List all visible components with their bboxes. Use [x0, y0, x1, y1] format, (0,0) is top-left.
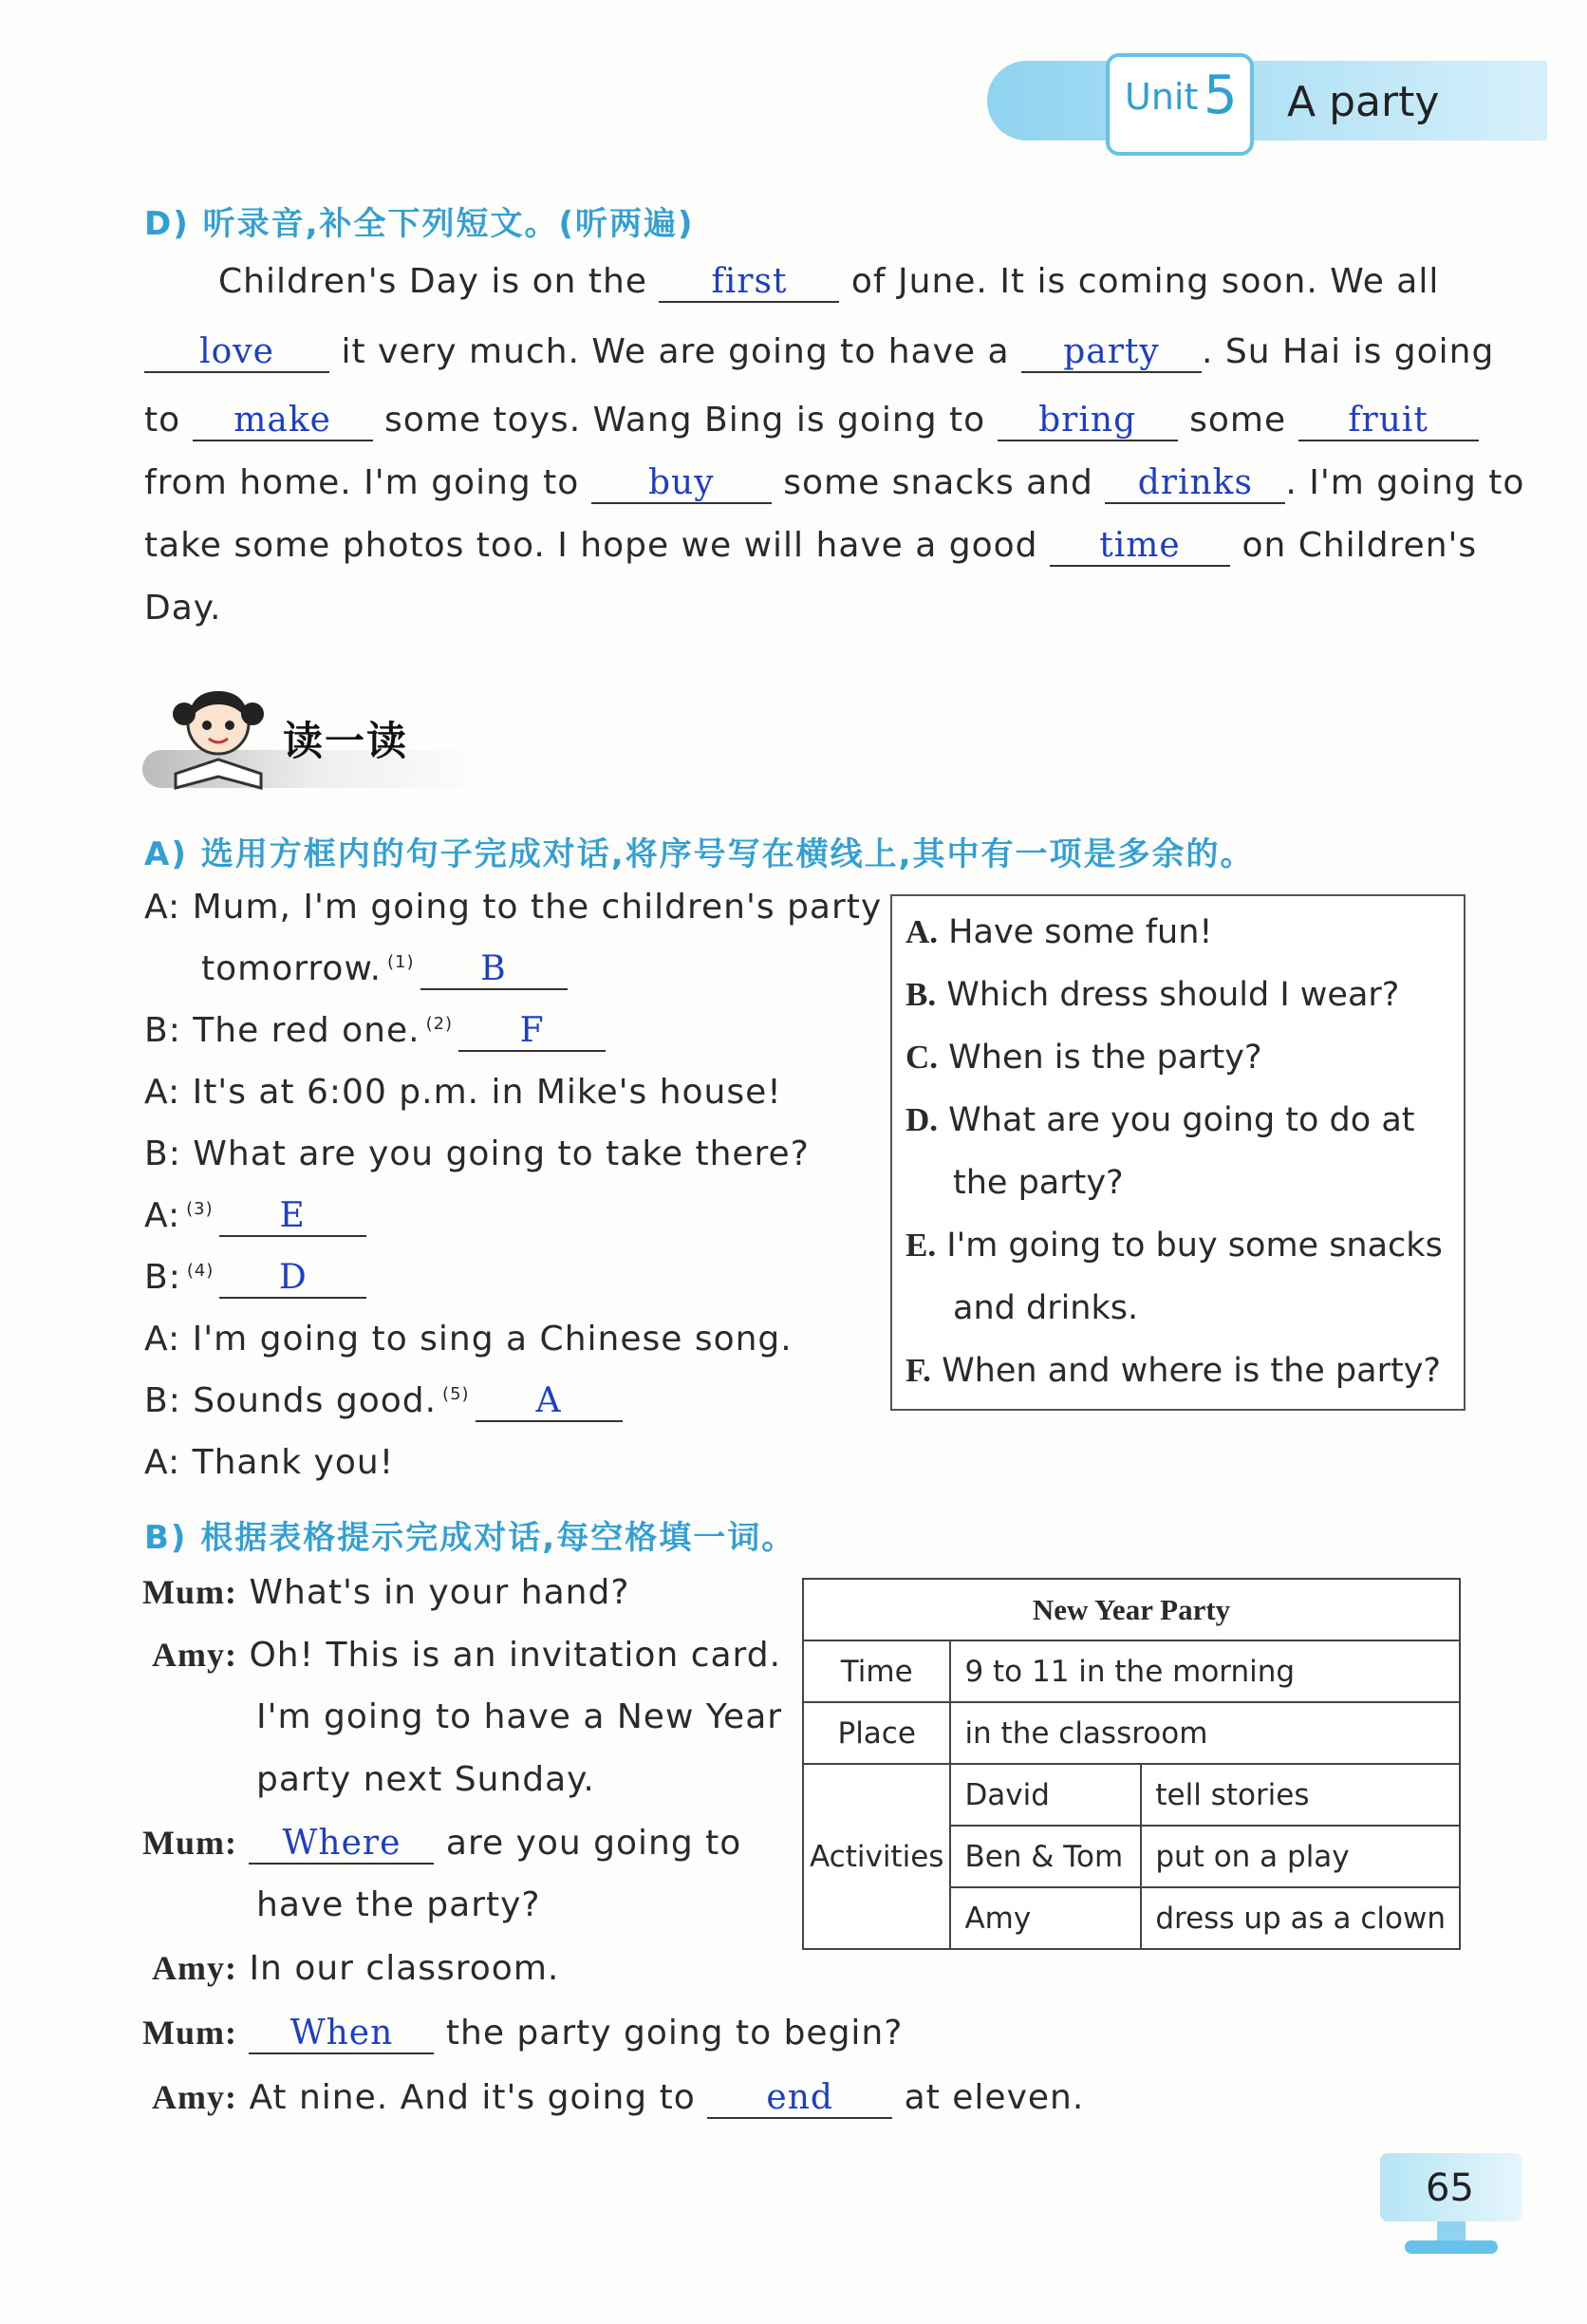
answer-blank[interactable]: F: [458, 1012, 606, 1052]
dialogue-b-line-2: Amy: Oh! This is an invitation card.: [152, 1636, 782, 1675]
option-d: D. What are you going to do at: [906, 1101, 1415, 1139]
dialogue-b-line-7: Amy: In our classroom.: [152, 1949, 560, 1988]
passage-line-3: to make some toys. Wang Bing is going to bring some fruit: [144, 401, 1479, 441]
option-b: B. Which dress should I wear?: [906, 976, 1400, 1014]
dialogue-a-line-9: B: Sounds good. $^{(5)}$ A: [144, 1381, 623, 1422]
section-b-heading: B) 根据表格提示完成对话,每空格填一词。: [144, 1519, 796, 1557]
table-row: [803, 1579, 1460, 1640]
dialogue-a-line-5: B: What are you going to take there?: [144, 1134, 810, 1173]
unit-header: [987, 53, 1547, 141]
answer-blank[interactable]: time: [1050, 527, 1230, 567]
table-row: [803, 1702, 1460, 1764]
table-cell: in the classroom: [950, 1702, 1460, 1764]
table-cell: Ben & Tom: [950, 1826, 1141, 1887]
answer-blank[interactable]: end: [707, 2079, 892, 2119]
girl-reading-icon: [161, 684, 275, 797]
answer-blank[interactable]: B: [420, 950, 568, 990]
table-title: New Year Party: [803, 1579, 1460, 1640]
option-a: A. Have some fun!: [906, 913, 1213, 951]
answer-blank[interactable]: E: [219, 1197, 366, 1237]
answer-blank[interactable]: make: [193, 402, 373, 441]
table-row: [803, 1640, 1460, 1702]
option-d-cont: the party?: [953, 1164, 1124, 1202]
answer-blank[interactable]: love: [144, 333, 329, 373]
options-box: [890, 894, 1466, 1411]
section-d-heading: D) 听录音,补全下列短文。(听两遍): [144, 205, 695, 243]
passage-line-6: Day.: [144, 589, 222, 628]
party-info-table: [802, 1578, 1461, 1950]
option-f: F. When and where is the party?: [906, 1352, 1442, 1390]
page-number-badge: [1367, 2153, 1538, 2258]
dialogue-b-line-1: Mum: What's in your hand?: [142, 1573, 630, 1612]
answer-blank[interactable]: Where: [249, 1825, 434, 1865]
dialogue-b-line-4: party next Sunday.: [256, 1760, 595, 1799]
table-row: [803, 1764, 1460, 1826]
table-cell: Time: [803, 1640, 950, 1702]
option-c: C. When is the party?: [906, 1039, 1262, 1077]
badge-stem: [1437, 2221, 1466, 2242]
section-a-heading: A) 选用方框内的句子完成对话,将序号写在横线上,其中有一项是多余的。: [144, 835, 1255, 873]
answer-blank[interactable]: D: [219, 1259, 366, 1299]
badge-base: [1405, 2240, 1498, 2254]
answer-blank[interactable]: drinks: [1105, 464, 1285, 504]
unit-number: 5: [1204, 65, 1238, 126]
dialogue-a-line-2: tomorrow. $^{(1)}$ B: [201, 949, 568, 990]
dialogue-b-line-8: Mum: When the party going to begin?: [142, 2014, 904, 2052]
dialogue-a-line-10: A: Thank you!: [144, 1443, 395, 1482]
passage-line-5: take some photos too. I hope we will have a good time on Children's: [144, 526, 1478, 565]
table-cell: Amy: [950, 1887, 1141, 1949]
table-cell: 9 to 11 in the morning: [950, 1640, 1460, 1702]
dialogue-a-line-1: A: Mum, I'm going to the children's party: [144, 888, 883, 927]
dialogue-a-line-7: B: $^{(4)}$ D: [144, 1258, 366, 1299]
passage-line-2: love it very much. We are going to have a party . Su Hai is going: [144, 332, 1494, 373]
read-banner: [142, 684, 484, 797]
dialogue-b-line-9: Amy: At nine. And it's going to end at eleven.: [152, 2078, 1085, 2117]
answer-blank[interactable]: A: [476, 1382, 623, 1422]
answer-blank[interactable]: fruit: [1298, 402, 1479, 441]
answer-blank[interactable]: buy: [591, 464, 772, 504]
table-cell: tell stories: [1141, 1764, 1460, 1826]
dialogue-a-line-8: A: I'm going to sing a Chinese song.: [144, 1320, 793, 1359]
header-ribbon: [987, 61, 1547, 141]
unit-title: A party: [1287, 78, 1440, 126]
passage-line-4: from home. I'm going to buy some snacks and drinks . I'm going to: [144, 463, 1525, 502]
dialogue-a-line-4: A: It's at 6:00 p.m. in Mike's house!: [144, 1073, 782, 1112]
table-cell: put on a play: [1141, 1826, 1460, 1887]
page-number: 65: [1426, 2166, 1474, 2210]
dialogue-b-line-6: have the party?: [256, 1885, 541, 1924]
dialogue-b-line-5: Mum: Where are you going to: [142, 1824, 742, 1863]
table-cell: David: [950, 1764, 1141, 1826]
table-cell: dress up as a clown: [1141, 1887, 1460, 1949]
dialogue-a-line-6: A: $^{(3)}$ E: [144, 1196, 366, 1237]
table-cell: Activities: [803, 1764, 950, 1949]
answer-blank[interactable]: When: [249, 2015, 434, 2054]
dialogue-b-line-3: I'm going to have a New Year: [256, 1697, 783, 1736]
answer-blank[interactable]: first: [659, 263, 839, 303]
answer-blank[interactable]: bring: [998, 402, 1178, 441]
passage-line-1: Children's Day is on the first of June. It is coming soon. We all: [218, 262, 1440, 301]
table-cell: Place: [803, 1702, 950, 1764]
read-title: 读一读: [283, 718, 409, 764]
option-e: E. I'm going to buy some snacks: [906, 1227, 1443, 1265]
option-e-cont: and drinks.: [953, 1289, 1139, 1327]
unit-label: Unit: [1125, 76, 1199, 118]
dialogue-a-line-3: B: The red one. $^{(2)}$ F: [144, 1011, 606, 1052]
answer-blank[interactable]: party: [1021, 333, 1202, 373]
